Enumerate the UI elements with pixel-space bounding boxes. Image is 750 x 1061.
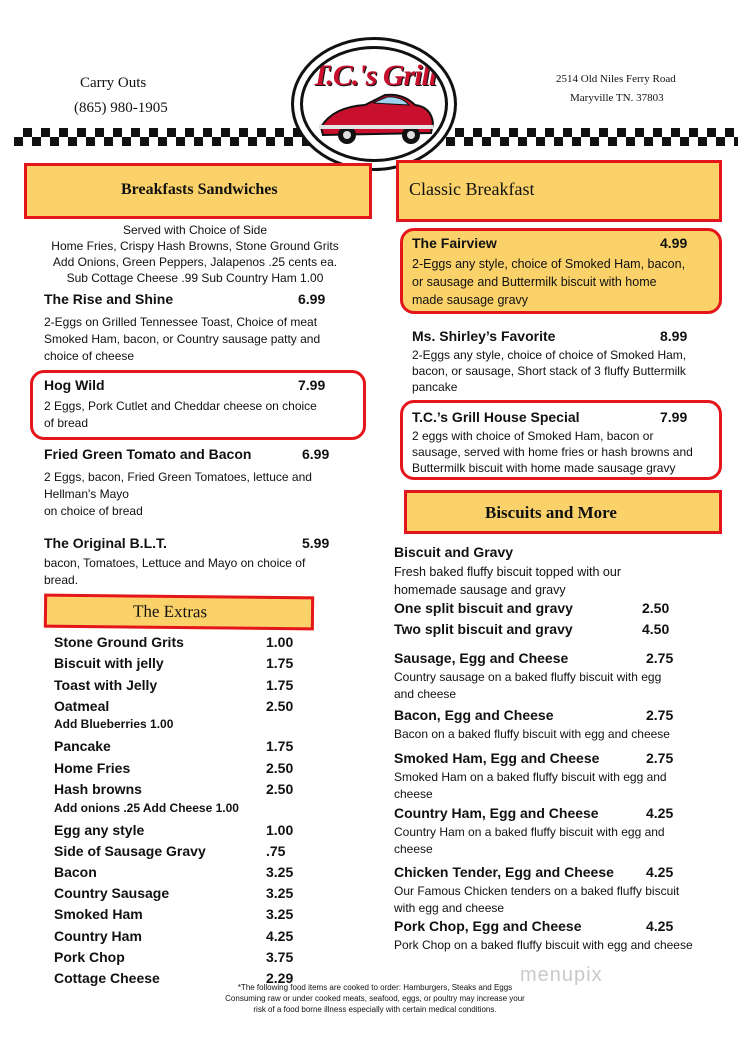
phone-number: (865) 980-1905 xyxy=(74,100,168,116)
item-name: The Rise and Shine xyxy=(44,291,174,307)
item-description xyxy=(394,563,621,599)
extras-banner xyxy=(44,594,314,631)
desc-line: Pork Chop on a baked fluffy biscuit with egg and cheese xyxy=(394,938,693,952)
desc-line: pancake xyxy=(412,380,458,394)
extras-item-price: 3.25 xyxy=(266,906,294,922)
item-name: Smoked Ham, Egg and Cheese xyxy=(394,750,600,766)
watermark: menupix xyxy=(520,964,603,986)
item-name: Hog Wild xyxy=(44,377,105,393)
extras-item-price: 1.00 xyxy=(266,634,294,650)
extras-item-price: 2.50 xyxy=(266,698,294,714)
item-name: Bacon, Egg and Cheese xyxy=(394,707,554,723)
extras-item-name: Home Fries xyxy=(54,760,131,776)
extras-item-price: 3.25 xyxy=(266,864,294,880)
item-price: 6.99 xyxy=(302,446,330,462)
item-name: Fried Green Tomato and Bacon xyxy=(44,446,252,462)
breakfast-sandwiches-banner xyxy=(24,163,372,219)
extras-item-name: Oatmeal xyxy=(54,698,110,714)
item-name: T.C.’s Grill House Special xyxy=(412,409,580,425)
desc-line: 2 Eggs, Pork Cutlet and Cheddar cheese on choice xyxy=(44,399,317,413)
item-price: 4.25 xyxy=(646,918,674,934)
desc-line: or sausage and Buttermilk biscuit with home xyxy=(412,275,657,289)
extras-item-name: Pancake xyxy=(54,738,111,754)
desc-line: and cheese xyxy=(394,687,457,701)
item-price: 2.75 xyxy=(646,750,674,766)
extras-item-price: 2.50 xyxy=(266,781,294,797)
logo-text: T.C.'s Grill xyxy=(311,59,437,92)
disclaimer-line: risk of a food borne illness especially with certain medical conditions. xyxy=(253,1005,497,1014)
extras-title: The Extras xyxy=(132,601,208,622)
extras-item-price: 1.75 xyxy=(266,738,294,754)
extras-item-name: Egg any style xyxy=(54,822,145,838)
item-description xyxy=(394,883,679,917)
extras-item-price: 3.25 xyxy=(266,885,294,901)
desc-line: Country Ham on a baked fluffy biscuit with egg and xyxy=(394,825,665,839)
desc-line: 2 Eggs, bacon, Fried Green Tomatoes, lettuce and xyxy=(44,470,312,484)
intro-line: Add Onions, Green Peppers, Jalapenos .25 cents ea. xyxy=(52,255,338,269)
address-line2: Maryville TN. 37803 xyxy=(570,92,664,104)
desc-line: Smoked Ham, bacon, or Country sausage patty and xyxy=(44,332,321,346)
item-name: Chicken Tender, Egg and Cheese xyxy=(394,864,614,880)
item-description xyxy=(394,937,693,954)
desc-line: homemade sausage and gravy xyxy=(394,583,566,597)
desc-line: Buttermilk biscuit with home made sausage gravy xyxy=(412,461,676,475)
desc-line: 2-Eggs any style, choice of Smoked Ham, bacon, xyxy=(412,257,686,271)
intro-line: Home Fries, Crispy Hash Browns, Stone Ground Grits xyxy=(51,239,339,253)
item-price: 4.99 xyxy=(660,235,688,251)
item-description xyxy=(44,555,305,589)
item-price: 2.75 xyxy=(646,650,674,666)
desc-line: cheese xyxy=(394,787,433,801)
item-price: 4.25 xyxy=(646,805,674,821)
extras-item-price: 4.25 xyxy=(266,928,294,944)
desc-line: with egg and cheese xyxy=(394,901,505,915)
desc-line: choice of cheese xyxy=(44,349,135,363)
carry-outs-label: Carry Outs xyxy=(80,75,147,91)
item-description xyxy=(394,726,670,743)
item-price: 5.99 xyxy=(302,535,330,551)
desc-line: bacon, Tomatoes, Lettuce and Mayo on choice of xyxy=(44,556,306,570)
extras-item-name: Smoked Ham xyxy=(54,906,143,922)
extras-item-price: 1.00 xyxy=(266,822,294,838)
item-name: Ms. Shirley’s Favorite xyxy=(412,328,556,344)
extras-item-name: Add onions .25 Add Cheese 1.00 xyxy=(54,801,239,815)
extras-item-name: Bacon xyxy=(54,864,97,880)
item-price: 4.50 xyxy=(642,621,670,637)
item-description xyxy=(44,398,317,432)
extras-item-price: .75 xyxy=(266,843,286,859)
item-description xyxy=(44,314,320,365)
classic-breakfast-title: Classic Breakfast xyxy=(409,179,535,199)
extras-item-price: 1.75 xyxy=(266,677,294,693)
biscuits-banner xyxy=(404,490,722,534)
desc-line: on choice of bread xyxy=(44,504,143,518)
desc-line: made sausage gravy xyxy=(412,293,529,307)
extras-item-name: Add Blueberries 1.00 xyxy=(54,717,174,731)
biscuits-title: Biscuits and More xyxy=(485,503,617,522)
car-icon xyxy=(303,49,445,159)
desc-line: 2 eggs with choice of Smoked Ham, bacon or xyxy=(412,429,654,443)
item-description xyxy=(44,469,312,520)
item-name: One split biscuit and gravy xyxy=(394,600,573,616)
item-price: 7.99 xyxy=(660,409,688,425)
desc-line: cheese xyxy=(394,842,433,856)
extras-item-name: Hash browns xyxy=(54,781,142,797)
desc-line: of bread xyxy=(44,416,89,430)
desc-line: Bacon on a baked fluffy biscuit with egg and cheese xyxy=(394,727,670,741)
desc-line: 2-Eggs on Grilled Tennessee Toast, Choice of meat xyxy=(44,315,318,329)
extras-item-price: 3.75 xyxy=(266,949,294,965)
desc-line: bread. xyxy=(44,573,79,587)
extras-item-name: Country Ham xyxy=(54,928,142,944)
desc-line: Fresh baked fluffy biscuit topped with our xyxy=(394,565,621,579)
extras-item-price: 2.50 xyxy=(266,760,294,776)
item-price: 4.25 xyxy=(646,864,674,880)
item-name: Pork Chop, Egg and Cheese xyxy=(394,918,582,934)
item-name: Biscuit and Gravy xyxy=(394,544,514,560)
extras-item-name: Side of Sausage Gravy xyxy=(54,843,206,859)
desc-line: bacon, or sausage, Short stack of 3 fluffy Buttermilk xyxy=(412,364,686,378)
item-name: Sausage, Egg and Cheese xyxy=(394,650,569,666)
extras-item-name: Toast with Jelly xyxy=(54,677,158,693)
disclaimer-line: Consuming raw or under cooked meats, seafood, eggs, or poultry may increase your xyxy=(225,994,525,1003)
desc-line: 2-Eggs any style, choice of choice of Smoked Ham, xyxy=(412,348,687,362)
extras-item-name: Stone Ground Grits xyxy=(54,634,184,650)
extras-item-name: Biscuit with jelly xyxy=(54,655,164,671)
item-name: Two split biscuit and gravy xyxy=(394,621,573,637)
address-line1: 2514 Old Niles Ferry Road xyxy=(556,73,676,85)
desc-line: Country sausage on a baked fluffy biscuit with egg xyxy=(394,670,662,684)
desc-line: Our Famous Chicken tenders on a baked fluffy biscuit xyxy=(394,884,680,898)
item-price: 2.50 xyxy=(642,600,670,616)
desc-line: sausage, served with home fries or hash browns and xyxy=(412,445,693,459)
item-price: 7.99 xyxy=(298,377,326,393)
extras-item-price: 2.29 xyxy=(266,970,294,986)
item-name: Country Ham, Egg and Cheese xyxy=(394,805,599,821)
extras-item-price: 1.75 xyxy=(266,655,294,671)
item-price: 6.99 xyxy=(298,291,326,307)
desc-line: Smoked Ham on a baked fluffy biscuit with egg and xyxy=(394,770,667,784)
item-description xyxy=(394,824,665,858)
footer-disclaimer xyxy=(210,982,540,1015)
item-name: The Original B.L.T. xyxy=(44,535,167,551)
extras-item-name: Country Sausage xyxy=(54,885,170,901)
item-description xyxy=(412,347,686,395)
item-description xyxy=(394,669,661,703)
item-price: 8.99 xyxy=(660,328,688,344)
sandwiches-intro xyxy=(40,222,350,286)
item-price: 2.75 xyxy=(646,707,674,723)
disclaimer-line: *The following food items are cooked to order: Hamburgers, Steaks and Eggs xyxy=(237,983,513,992)
desc-line: Hellman's Mayo xyxy=(44,487,129,501)
item-description xyxy=(394,769,667,803)
restaurant-logo xyxy=(300,46,448,162)
extras-item-name: Cottage Cheese xyxy=(54,970,160,986)
intro-line: Sub Cottage Cheese .99 Sub Country Ham 1.00 xyxy=(66,271,324,285)
item-description xyxy=(412,255,685,309)
item-description xyxy=(412,428,693,476)
item-name: The Fairview xyxy=(412,235,497,251)
breakfast-sandwiches-title: Breakfasts Sandwiches xyxy=(121,181,278,198)
extras-item-name: Pork Chop xyxy=(54,949,125,965)
intro-line: Served with Choice of Side xyxy=(122,223,268,237)
classic-breakfast-banner xyxy=(396,160,722,222)
